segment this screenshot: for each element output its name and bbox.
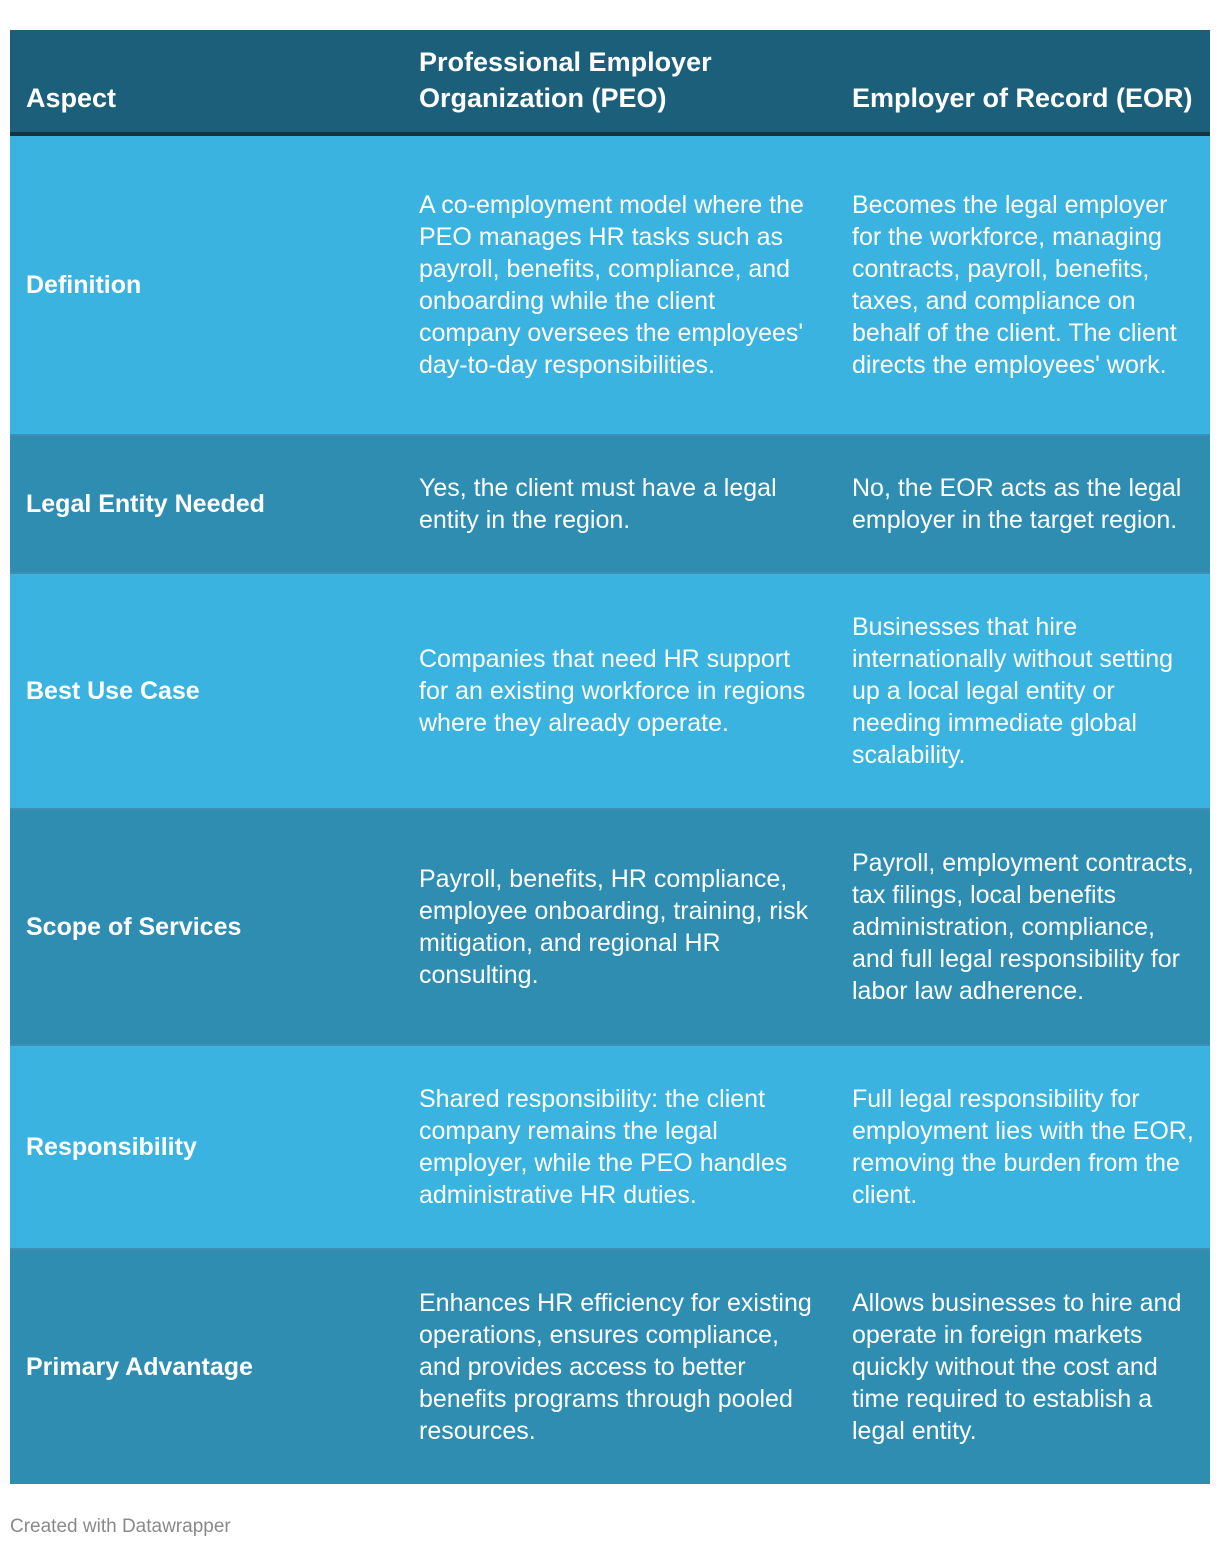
- row-aspect: Definition: [10, 134, 403, 435]
- table-body: [10, 134, 1210, 1484]
- table-header: [10, 30, 1210, 134]
- row-eor: Payroll, employment contracts, tax filings, local benefits administration, compliance, and full legal responsibility for labor law adherence.: [836, 809, 1210, 1045]
- row-eor: Becomes the legal employer for the workforce, managing contracts, payroll, benefits, taxes, and compliance on behalf of the client. The client directs the employees' work.: [836, 134, 1210, 435]
- row-peo: Enhances HR efficiency for existing operations, ensures compliance, and provides access to better benefits programs through pooled resources.: [403, 1249, 836, 1484]
- row-peo: Shared responsibility: the client company remains the legal employer, while the PEO handles administrative HR duties.: [403, 1045, 836, 1249]
- row-aspect: Legal Entity Needed: [10, 435, 403, 573]
- row-peo: Companies that need HR support for an existing workforce in regions where they already operate.: [403, 573, 836, 809]
- table-row: [10, 435, 1210, 573]
- datawrapper-credit: Created with Datawrapper: [10, 1516, 231, 1537]
- header-eor: Employer of Record (EOR): [836, 30, 1210, 134]
- row-eor: Businesses that hire internationally without setting up a local legal entity or needing immediate global scalability.: [836, 573, 1210, 809]
- row-peo: A co-employment model where the PEO manages HR tasks such as payroll, benefits, compliance, and onboarding while the client company oversees the employees' day-to-day responsibilities.: [403, 134, 836, 435]
- table-row: [10, 809, 1210, 1045]
- table-row: [10, 573, 1210, 809]
- table-row: [10, 1249, 1210, 1484]
- header-peo: Professional Employer Organization (PEO): [403, 30, 836, 134]
- comparison-table-container: [10, 30, 1210, 1484]
- row-peo: Payroll, benefits, HR compliance, employee onboarding, training, risk mitigation, and regional HR consulting.: [403, 809, 836, 1045]
- header-row: [10, 30, 1210, 134]
- row-aspect: Best Use Case: [10, 573, 403, 809]
- row-aspect: Scope of Services: [10, 809, 403, 1045]
- row-eor: No, the EOR acts as the legal employer in the target region.: [836, 435, 1210, 573]
- table-row: [10, 134, 1210, 435]
- row-aspect: Responsibility: [10, 1045, 403, 1249]
- row-eor: Full legal responsibility for employment lies with the EOR, removing the burden from the client.: [836, 1045, 1210, 1249]
- comparison-table: [10, 30, 1210, 1484]
- row-eor: Allows businesses to hire and operate in foreign markets quickly without the cost and time required to establish a legal entity.: [836, 1249, 1210, 1484]
- row-aspect: Primary Advantage: [10, 1249, 403, 1484]
- table-row: [10, 1045, 1210, 1249]
- header-aspect: Aspect: [10, 30, 403, 134]
- row-peo: Yes, the client must have a legal entity in the region.: [403, 435, 836, 573]
